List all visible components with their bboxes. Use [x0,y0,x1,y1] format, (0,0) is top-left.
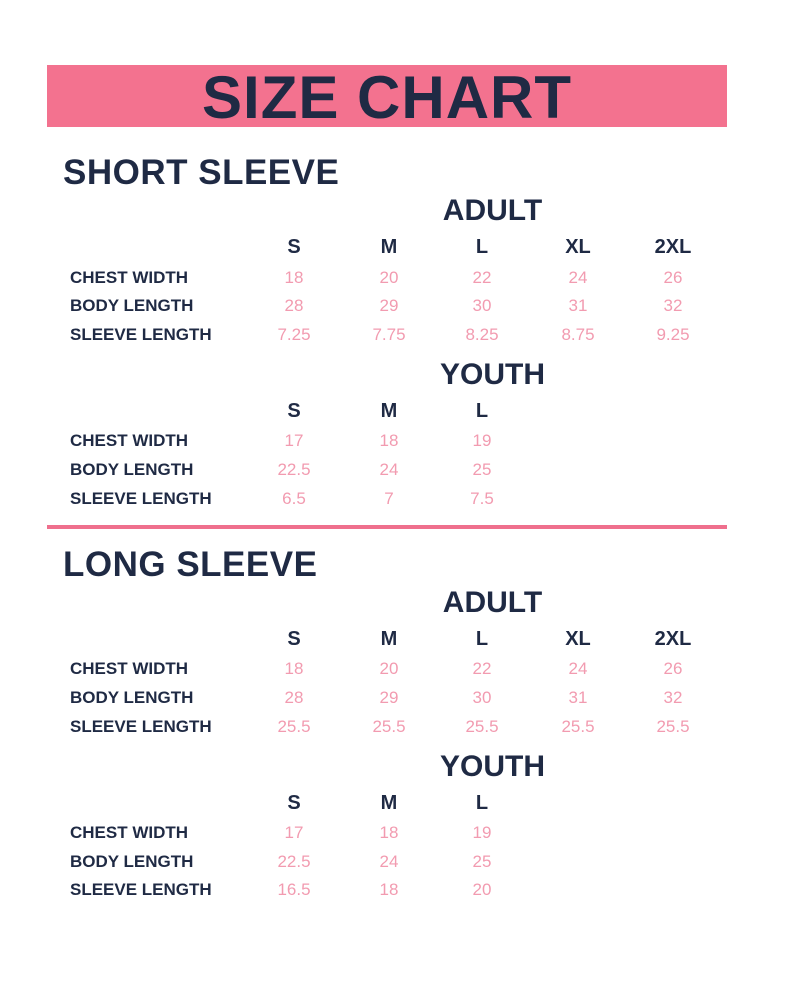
row-label-sleeve-length: SLEEVE LENGTH [70,325,212,344]
table-cell: 20 [379,268,399,287]
table-cell: 7.25 [277,325,311,344]
table-cell: 18 [379,823,399,842]
table-cell: 28 [284,688,304,707]
table-cell: 20 [472,880,492,899]
row-label-chest-width: CHEST WIDTH [70,268,189,287]
page-title: SIZE CHART [202,64,572,131]
table-cell: 32 [663,296,683,315]
size-header: M [380,792,398,814]
row-label-sleeve-length: SLEEVE LENGTH [70,717,212,736]
table-cell: 22.5 [277,852,311,871]
table-cell: 25.5 [656,717,690,736]
table-cell: 6.5 [282,489,306,508]
table-cell: 20 [379,659,399,678]
table-cell: 30 [472,296,492,315]
table-cell: 22 [472,659,492,678]
row-label-sleeve-length: SLEEVE LENGTH [70,880,212,899]
table-cell: 7 [384,489,394,508]
table-cell: 22.5 [277,460,311,479]
row-label-body-length: BODY LENGTH [70,852,194,871]
table-cell: 25.5 [277,717,311,736]
row-label-sleeve-length: SLEEVE LENGTH [70,489,212,508]
table-cell: 26 [663,268,683,287]
size-header: M [380,236,398,258]
table-cell: 18 [379,431,399,450]
table-cell: 25 [472,852,492,871]
size-header: M [380,400,398,422]
group-title-short-adult: ADULT [442,194,543,227]
row-label-chest-width: CHEST WIDTH [70,659,189,678]
table-cell: 31 [568,688,588,707]
table-cell: 24 [568,268,588,287]
table-cell: 25.5 [465,717,499,736]
table-cell: 29 [379,688,399,707]
table-cell: 28 [284,296,304,315]
size-header: XL [565,236,591,258]
section-divider [47,525,727,529]
row-label-chest-width: CHEST WIDTH [70,431,189,450]
table-cell: 26 [663,659,683,678]
table-cell: 22 [472,268,492,287]
size-header: L [475,628,489,650]
size-header: L [475,236,489,258]
size-header: S [287,628,301,650]
size-header: M [380,628,398,650]
table-cell: 24 [379,852,399,871]
table-cell: 29 [379,296,399,315]
table-cell: 19 [472,823,492,842]
size-header: XL [565,628,591,650]
size-header: S [287,792,301,814]
row-label-chest-width: CHEST WIDTH [70,823,189,842]
table-cell: 7.5 [470,489,494,508]
table-cell: 8.25 [465,325,499,344]
section-title-long-sleeve: LONG SLEEVE [63,545,318,584]
group-title-long-adult: ADULT [442,586,543,619]
table-cell: 24 [379,460,399,479]
table-cell: 17 [284,823,304,842]
row-label-body-length: BODY LENGTH [70,688,194,707]
table-cell: 18 [379,880,399,899]
table-cell: 24 [568,659,588,678]
table-cell: 18 [284,659,304,678]
table-cell: 25.5 [372,717,406,736]
group-title-short-youth: YOUTH [440,358,545,391]
size-header: 2XL [654,236,692,258]
section-title-short-sleeve: SHORT SLEEVE [63,153,340,192]
size-header: L [475,792,489,814]
table-cell: 31 [568,296,588,315]
group-title-long-youth: YOUTH [440,750,545,783]
table-cell: 30 [472,688,492,707]
size-header: L [475,400,489,422]
row-label-body-length: BODY LENGTH [70,460,194,479]
table-cell: 25.5 [561,717,595,736]
table-cell: 8.75 [561,325,595,344]
table-cell: 9.25 [656,325,690,344]
size-header: S [287,400,301,422]
title-banner [47,64,727,131]
table-cell: 7.75 [372,325,406,344]
table-cell: 19 [472,431,492,450]
row-label-body-length: BODY LENGTH [70,296,194,315]
table-cell: 16.5 [277,880,311,899]
table-cell: 17 [284,431,304,450]
size-header: 2XL [654,628,692,650]
table-cell: 32 [663,688,683,707]
size-header: S [287,236,301,258]
table-cell: 25 [472,460,492,479]
table-cell: 18 [284,268,304,287]
